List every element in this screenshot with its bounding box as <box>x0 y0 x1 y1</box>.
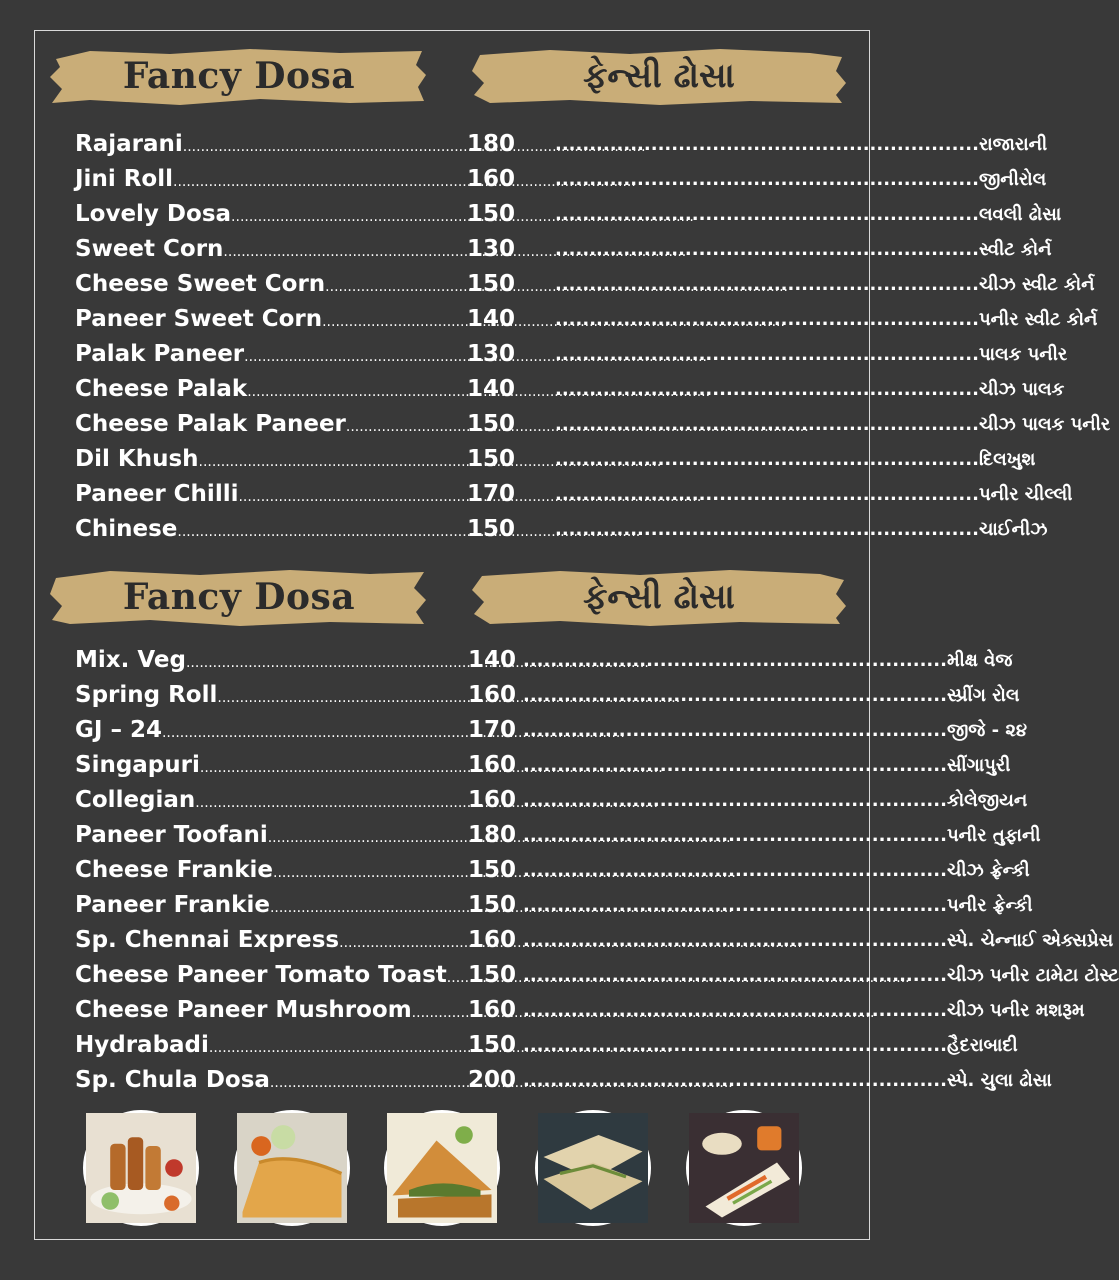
menu-item: GJ – 24 ..... 170 ..... જીજે - ૨૪ <box>0 713 905 748</box>
menu-item: Paneer Toofani ..... 180 ..... પનીર તુફાની <box>0 818 905 853</box>
section-1-title-en: Fancy Dosa <box>122 55 356 97</box>
menu-item: Cheese Frankie ..... 150 ..... ચીઝ ફ્રેન્કી <box>0 853 905 888</box>
banner-fancy-dosa-en-2 <box>50 566 428 628</box>
menu-item: Cheese Paneer Mushroom ..... 160 ..... ચીઝ પનીર મશરૂમ <box>0 993 905 1028</box>
banner-fancy-dosa-gu-2 <box>470 566 848 628</box>
menu-item: Lovely Dosa ..... 150 ..... લવલી ઢોસા <box>0 197 905 232</box>
section-1-title-gu: ફેન્સી ઢોસા <box>583 56 735 96</box>
food-photo-strip <box>0 1110 905 1230</box>
menu-item: Cheese Palak ..... 140 ..... ચીઝ પાલક <box>0 372 905 407</box>
banner-fancy-dosa-gu-1 <box>470 45 848 107</box>
frankie-icon <box>535 1110 651 1226</box>
menu-item: Paneer Chilli ..... 170 ..... પનીર ચીલ્લી <box>0 477 905 512</box>
menu-item: Singapuri ..... 160 ..... સીંગાપુરી <box>0 748 905 783</box>
menu-item: Palak Paneer ..... 130 ..... પાલક પનીર <box>0 337 905 372</box>
menu-item: Cheese Palak Paneer ..... 150 ..... ચીઝ પાલક પનીર <box>0 407 905 442</box>
stuffed-dosa-icon <box>384 1110 500 1226</box>
menu-item: Jini Roll ..... 160 ..... જીનીરોલ <box>0 162 905 197</box>
menu-item: Collegian ..... 160 ..... કોલેજીયન <box>0 783 905 818</box>
menu-item: Cheese Sweet Corn ..... 150 ..... ચીઝ સ્વીટ કોર્ન <box>0 267 905 302</box>
dosa-platter-icon <box>83 1110 199 1226</box>
spring-roll-icon <box>686 1110 802 1226</box>
menu-item: Spring Roll ..... 160 ..... સ્પ્રીંગ રોલ <box>0 678 905 713</box>
menu-item: Mix. Veg ..... 140 ..... મીક્ષ વેજ <box>0 643 905 678</box>
menu-item: Dil Khush ..... 150 ..... દિલખુશ <box>0 442 905 477</box>
menu-item: Paneer Frankie ..... 150 ..... પનીર ફ્રેન્કી <box>0 888 905 923</box>
menu-item: Sp. Chula Dosa ..... 200 ..... સ્પે. ચુલા ઢોસા <box>0 1063 905 1098</box>
menu-item: Hydrabadi ..... 150 ..... હૈદરાબાદી <box>0 1028 905 1063</box>
menu-item: Paneer Sweet Corn ..... 140 ..... પનીર સ્વીટ કોર્ન <box>0 302 905 337</box>
plain-dosa-icon <box>234 1110 350 1226</box>
menu-item: Chinese ..... 150 ..... ચાઈનીઝ <box>0 512 905 547</box>
banner-fancy-dosa-en-1 <box>50 45 428 107</box>
menu-item: Cheese Paneer Tomato Toast ..... 150 ..... ચીઝ પનીર ટામેટા ટોસ્ટ <box>0 958 905 993</box>
section-2-title-gu: ફેન્સી ઢોસા <box>583 577 735 617</box>
section-2-title-en: Fancy Dosa <box>122 576 356 618</box>
menu-item: Sweet Corn ..... 130 ..... સ્વીટ કોર્ન <box>0 232 905 267</box>
menu-item: Rajarani ..... 180 ..... રાજારાની <box>0 127 905 162</box>
menu-item: Sp. Chennai Express ..... 160 ..... સ્પે. ચેન્નાઈ એક્સપ્રેસ <box>0 923 905 958</box>
